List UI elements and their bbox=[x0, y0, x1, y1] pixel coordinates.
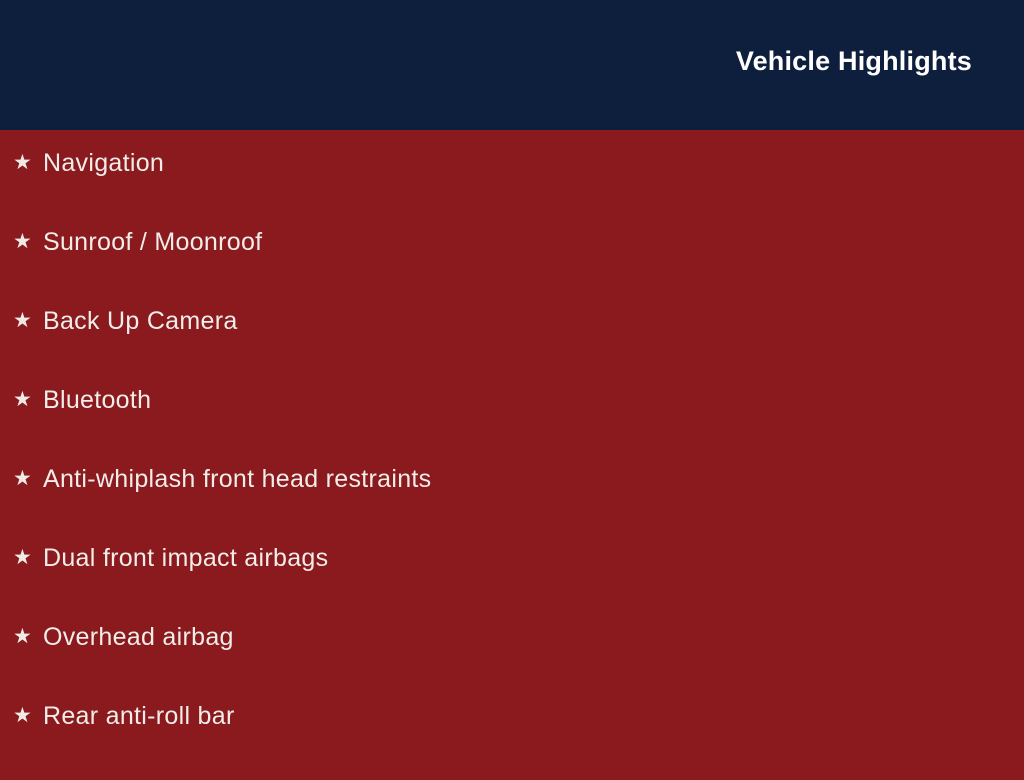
list-item bbox=[0, 148, 1024, 227]
feature-label: Overhead airbag bbox=[43, 623, 234, 651]
list-item bbox=[0, 701, 1024, 780]
feature-label: Dual front impact airbags bbox=[43, 544, 329, 572]
list-item bbox=[0, 543, 1024, 622]
star-bullet-icon: ★ bbox=[13, 546, 32, 569]
feature-label: Rear anti-roll bar bbox=[43, 702, 235, 730]
feature-label: Anti-whiplash front head restraints bbox=[43, 465, 432, 493]
feature-label: Bluetooth bbox=[43, 386, 152, 414]
list-item bbox=[0, 464, 1024, 543]
star-bullet-icon: ★ bbox=[13, 467, 32, 490]
list-item bbox=[0, 622, 1024, 701]
feature-label: Sunroof / Moonroof bbox=[43, 228, 263, 256]
vehicle-highlights-list bbox=[0, 148, 1024, 780]
star-bullet-icon: ★ bbox=[13, 704, 32, 727]
list-item bbox=[0, 385, 1024, 464]
star-bullet-icon: ★ bbox=[13, 230, 32, 253]
feature-label: Navigation bbox=[43, 149, 165, 177]
star-bullet-icon: ★ bbox=[13, 151, 32, 174]
star-bullet-icon: ★ bbox=[13, 309, 32, 332]
feature-label: Back Up Camera bbox=[43, 307, 238, 335]
list-item bbox=[0, 306, 1024, 385]
star-bullet-icon: ★ bbox=[13, 625, 32, 648]
page-title: Vehicle Highlights bbox=[735, 46, 972, 76]
list-item bbox=[0, 227, 1024, 306]
header-band bbox=[0, 0, 1024, 130]
star-bullet-icon: ★ bbox=[13, 388, 32, 411]
